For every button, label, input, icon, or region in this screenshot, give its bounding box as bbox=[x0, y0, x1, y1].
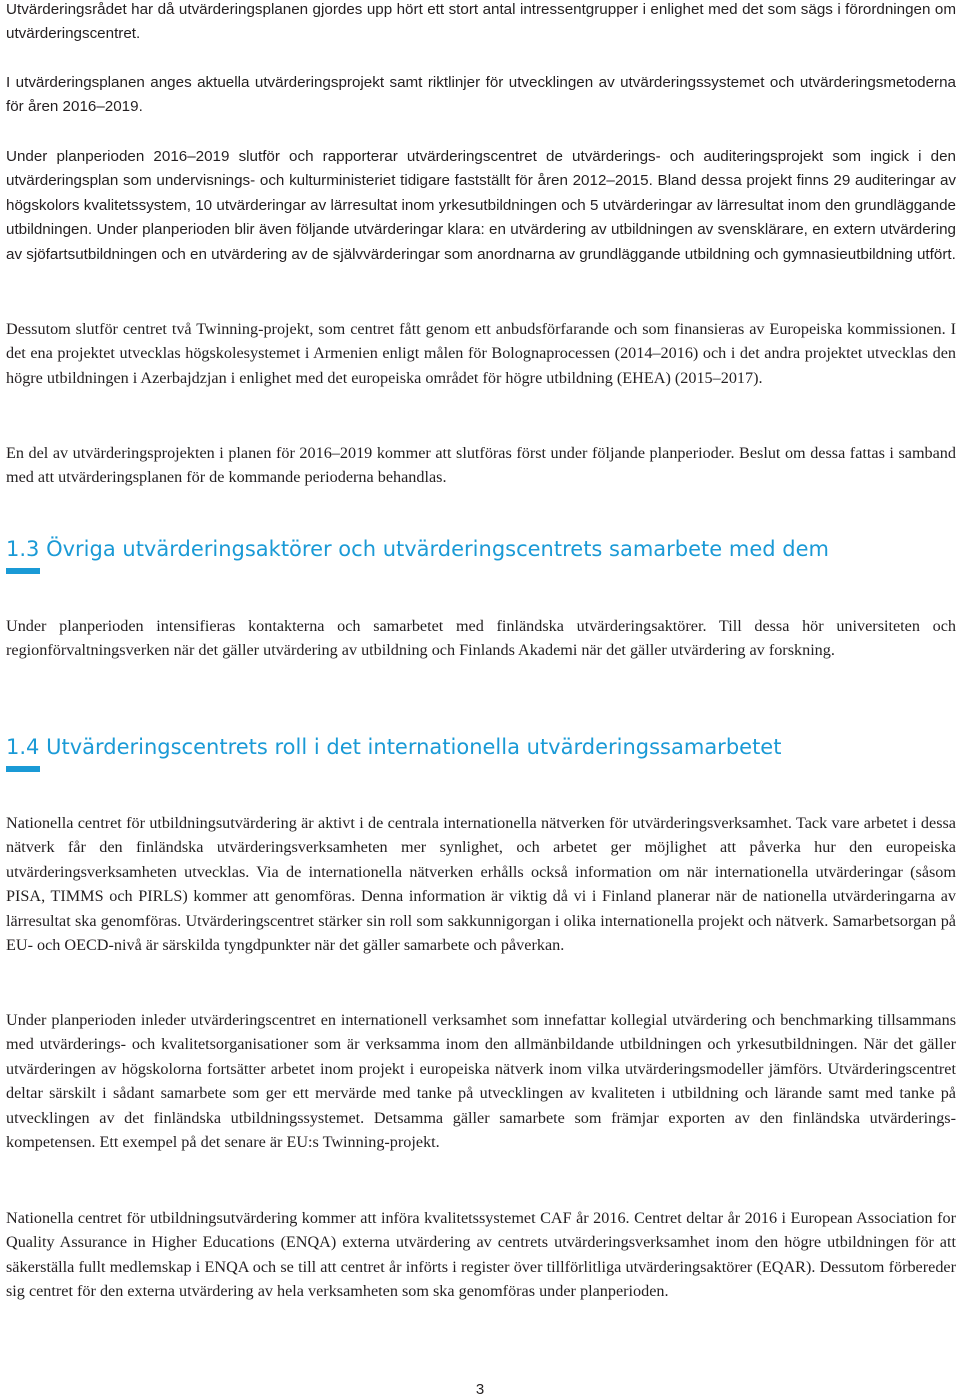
section-title: Övriga utvärderingsaktörer och utvärderingscentrets samarbete med dem bbox=[46, 537, 829, 561]
paragraph-evaluation-council: Utvärderingsrådet har då utvärderingsplanen gjordes upp hört ett stort antal intressentgrupper i enlighet med det som sägs i förordningen om utvärderingscentret. bbox=[6, 1, 956, 43]
section-heading-1-3 bbox=[6, 535, 829, 563]
section-number: 1.3 bbox=[6, 537, 40, 561]
paragraph-international-activities: Under planperioden inleder utvärderingscentret en internationell verksamhet som innefattar kollegial utvärdering och benchmarking tillsammans med utvärderings- och kvalitetsorganisationer som är verksamma inom den allmänbildande utbildningen och yrkesutbildningen. När det gäller utvärderingen av högskolorna fortsätter arbetet inom projekt i europeiska nätverk inom vilka utvärderingsmodeller jämförs. Utvärderingscentret deltar särskilt i sådant samarbete som ger ett mervärde med tanke på utvecklingen av kvaliteten i utbildning och lärande samt med tanke på utvecklingen av det finländska utbildningssystemet. Detsamma gäller samarbete som främjar exporten av den finländska utvärderingskompetensen. Ett exempel på det senare är EU:s Twinning-projekt. bbox=[6, 1011, 956, 1152]
section-number: 1.4 bbox=[6, 735, 40, 759]
heading-accent-bar bbox=[6, 766, 40, 772]
paragraph-quality-system: Nationella centret för utbildningsutvärdering kommer att införa kvalitetssystemet CAF år 2016. Centret deltar år 2016 i European Association for Quality Assurance in Higher Educations (ENQA) externa utvärdering av centrets utvärderingsverksamhet inom den högre utbildningen för att säkerställa fullt medlemskap i ENQA och se till att centret år införts i register över tillförlitliga utvärderingsaktörer (EQAR). Dessutom förbereder sig centret för den externa utvärdering av hela verksamheten som ska genomföras under planperioden. bbox=[6, 1209, 956, 1301]
paragraph-evaluation-plan: I utvärderingsplanen anges aktuella utvärderingsprojekt samt riktlinjer för utvecklingen av utvärderingssystemet och utvärderingsmetoderna för åren 2016–2019. bbox=[6, 74, 956, 116]
section-title: Utvärderingscentrets roll i det internationella utvärderingssamarbetet bbox=[46, 735, 782, 759]
page-number: 3 bbox=[475, 1381, 485, 1398]
paragraph-domestic-cooperation: Under planperioden intensifieras kontakterna och samarbetet med finländska utvärderingsaktörer. Till dessa hör universiteten och regionförvaltningsverken när det gäller utvärdering av utbildning och Finlands Akademi när det gäller utvärdering av forskning. bbox=[6, 617, 956, 660]
heading-accent-bar bbox=[6, 568, 40, 574]
paragraph-international-networks: Nationella centret för utbildningsutvärdering är aktivt i de centrala internationella nätverken för utvärderingsverksamhet. Tack vare arbetet i dessa nätverk får den finländska utvärderingsverksamheten mer synlighet, och arbetet ger möjlighet att påverka hur den europeiska utvärderingsverksamheten utvecklas. Via de internationella nätverken erhålls också information om när internationella utvärderingar (såsom PISA, TIMMS och PIRLS) kommer att genomföras. Denna information är viktig då vi i Finland planerar när de nationella utvärderingarna av lärresultat ska genomföras. Utvärderingscentret stärker sin roll som sakkunnigorgan i olika internationella projekt och nätverk. Samarbetsorgan på EU- och OECD-nivå är särskilda tyngdpunkter när det gäller samarbete och påverkan. bbox=[6, 814, 956, 955]
paragraph-planning-period-projects: Under planperioden 2016–2019 slutför och rapporterar utvärderingscentret de utvärderings- och auditeringsprojekt som ingick i den utvärderingsplan som undervisnings- och kulturministeriet tidigare fastställt för åren 2012–2015. Bland dessa projekt finns 29 auditeringar av högskolors kvalitetssystem, 10 utvärderingar av lärresultat inom yrkesutbildningen och 5 utvärderingar av lärresultat inom den grundläggande utbildningen. Under planperioden blir även följande utvärderingar klara: en utvärdering av utbildningen av svensklärare, en extern utvärdering av sjöfartsutbildningen och en utvärdering av de självvärderingar som anordnarna av grundläggande utbildning och gymnasieutbildning utfört. bbox=[6, 148, 956, 263]
paragraph-twinning-projects: Dessutom slutför centret två Twinning-projekt, som centret fått genom ett anbudsförfarande och som finansieras av Europeiska kommissionen. I det ena projektet utvecklas högskolesystemet i Armenien enligt målen för Bolognaprocessen (2014–2016) och i det andra projektet utvecklas den högre utbildningen i Azerbajdzjan i enlighet med det europeiska området för högre utbildning (EHEA) (2015–2017). bbox=[6, 320, 956, 387]
paragraph-future-projects: En del av utvärderingsprojekten i planen för 2016–2019 kommer att slutföras först under följande planperioder. Beslut om dessa fattas i samband med att utvärderingsplanen för de kommande perioderna behandlas. bbox=[6, 444, 956, 487]
section-heading-1-4 bbox=[6, 733, 781, 761]
